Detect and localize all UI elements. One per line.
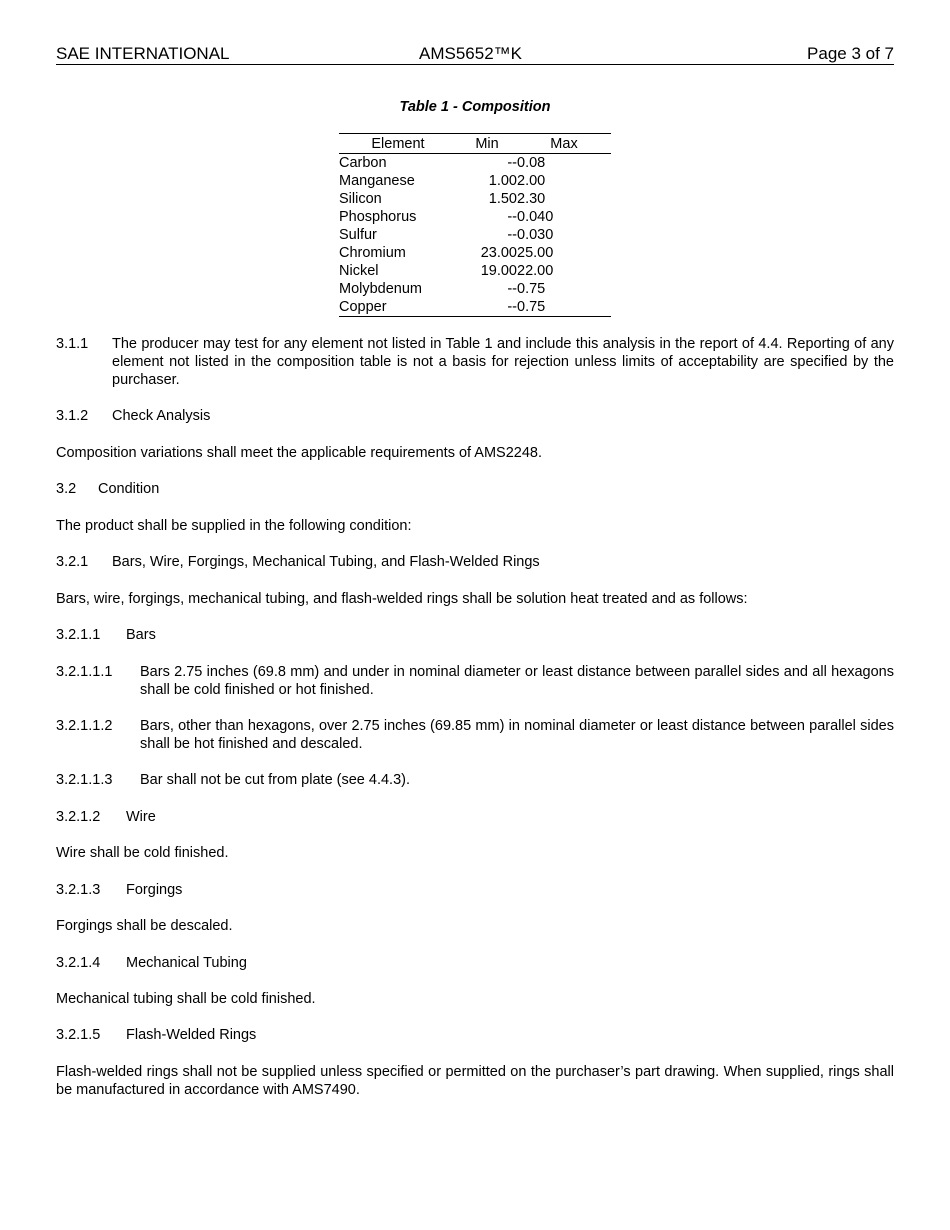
cell-min: -- (507, 155, 517, 171)
composition-table (339, 133, 611, 317)
cell-element: Molybdenum (339, 281, 423, 297)
section-title: Mechanical Tubing (126, 955, 247, 971)
cell-min: 23.00 (480, 245, 517, 261)
section-text: Bars, other than hexagons, over 2.75 inches (69.85 mm) in nominal diameter or least distance between parallel sides shall be hot finished and descaled. (140, 718, 894, 752)
section-title: Flash-Welded Rings (126, 1027, 257, 1043)
paragraph-3-2-1-5: Flash-welded rings shall not be supplied unless specified or permitted on the purchaser’s part drawing. When supplied, rings shall be manufactured in accordance with AMS7490. (56, 1064, 894, 1098)
heading-3-1-2 (56, 407, 894, 425)
header-page-number: Page 3 of 7 (807, 44, 894, 63)
cell-max: 22.00 (517, 263, 554, 279)
table-row (339, 172, 611, 190)
paragraph-3-2-1: Bars, wire, forgings, mechanical tubing, and flash-welded rings shall be solution heat treated and as follows: (56, 591, 748, 607)
column-header-max: Max (550, 136, 578, 152)
cell-element: Sulfur (339, 227, 377, 243)
section-3-1-1 (56, 335, 894, 391)
cell-element: Phosphorus (339, 209, 417, 225)
heading-3-2-1-3 (56, 881, 894, 899)
heading-3-2 (56, 480, 894, 498)
section-title: Check Analysis (112, 408, 211, 424)
table-header-row (339, 134, 611, 154)
column-header-element: Element (371, 136, 425, 152)
section-number: 3.2.1.1.2 (56, 718, 113, 734)
cell-max: 0.040 (517, 209, 554, 225)
table-row (339, 226, 611, 244)
heading-3-2-1-4 (56, 954, 894, 972)
cell-element: Copper (339, 299, 387, 315)
section-number: 3.2.1.1.3 (56, 772, 113, 788)
section-number: 3.2.1.4 (56, 955, 101, 971)
cell-max: 2.00 (517, 173, 546, 189)
paragraph-3-2-1-4: Mechanical tubing shall be cold finished. (56, 991, 316, 1007)
paragraph-3-2: The product shall be supplied in the following condition: (56, 518, 412, 534)
section-number: 3.2 (56, 481, 77, 497)
cell-max: 2.30 (517, 191, 546, 207)
header-doc-number: AMS5652™K (419, 44, 522, 63)
section-number: 3.1.2 (56, 408, 89, 424)
section-title: Forgings (126, 882, 183, 898)
section-title: Bars, Wire, Forgings, Mechanical Tubing, and Flash-Welded Rings (112, 554, 540, 570)
cell-element: Nickel (339, 263, 379, 279)
section-number: 3.2.1.1 (56, 627, 101, 643)
section-title: Condition (98, 481, 160, 497)
section-number: 3.2.1 (56, 554, 89, 570)
cell-element: Chromium (339, 245, 406, 261)
column-header-min: Min (475, 136, 499, 152)
section-text: Bars 2.75 inches (69.8 mm) and under in nominal diameter or least distance between parallel sides and all hexagons shall be cold finished or hot finished. (140, 664, 894, 698)
cell-max: 0.08 (517, 155, 546, 171)
cell-min: -- (507, 227, 517, 243)
section-3-2-1-1-1 (56, 663, 894, 699)
section-title: Bars (126, 627, 156, 643)
cell-max: 0.75 (517, 299, 546, 315)
section-number: 3.1.1 (56, 336, 89, 352)
cell-max: 0.030 (517, 227, 554, 243)
cell-min: 19.00 (480, 263, 517, 279)
cell-element: Silicon (339, 191, 382, 207)
cell-min: 1.00 (488, 173, 517, 189)
paragraph-3-2-1-2: Wire shall be cold finished. (56, 845, 229, 861)
page-header (56, 44, 894, 65)
table-row (339, 190, 611, 208)
section-text: Bar shall not be cut from plate (see 4.4.3). (140, 772, 410, 788)
heading-3-2-1-2 (56, 808, 894, 826)
table-row (339, 298, 611, 317)
table-row (339, 280, 611, 298)
section-3-2-1-1-2 (56, 717, 894, 753)
table-row (339, 154, 611, 173)
table-row (339, 262, 611, 280)
cell-min: -- (507, 281, 517, 297)
cell-min: -- (507, 299, 517, 315)
heading-3-2-1 (56, 553, 894, 571)
section-number: 3.2.1.1.1 (56, 664, 113, 680)
cell-element: Manganese (339, 173, 415, 189)
paragraph-3-2-1-3: Forgings shall be descaled. (56, 918, 233, 934)
paragraph-3-1-2: Composition variations shall meet the applicable requirements of AMS2248. (56, 445, 543, 461)
section-text: The producer may test for any element not listed in Table 1 and include this analysis in the report of 4.4. Reporting of any element not listed in the composition table is not a basis for rejection unless limits of acceptability are specified by the purchaser. (112, 336, 894, 388)
table-row (339, 208, 611, 226)
heading-3-2-1-5 (56, 1026, 894, 1044)
cell-min: 1.50 (488, 191, 517, 207)
header-org: SAE INTERNATIONAL (56, 44, 230, 63)
section-3-2-1-1-3 (56, 771, 894, 789)
section-number: 3.2.1.2 (56, 809, 101, 825)
section-number: 3.2.1.3 (56, 882, 101, 898)
table-title: Table 1 - Composition (399, 99, 551, 115)
cell-max: 0.75 (517, 281, 546, 297)
heading-3-2-1-1 (56, 626, 894, 644)
cell-min: -- (507, 209, 517, 225)
section-title: Wire (126, 809, 156, 825)
table-row (339, 244, 611, 262)
cell-element: Carbon (339, 155, 387, 171)
cell-max: 25.00 (517, 245, 554, 261)
section-number: 3.2.1.5 (56, 1027, 101, 1043)
